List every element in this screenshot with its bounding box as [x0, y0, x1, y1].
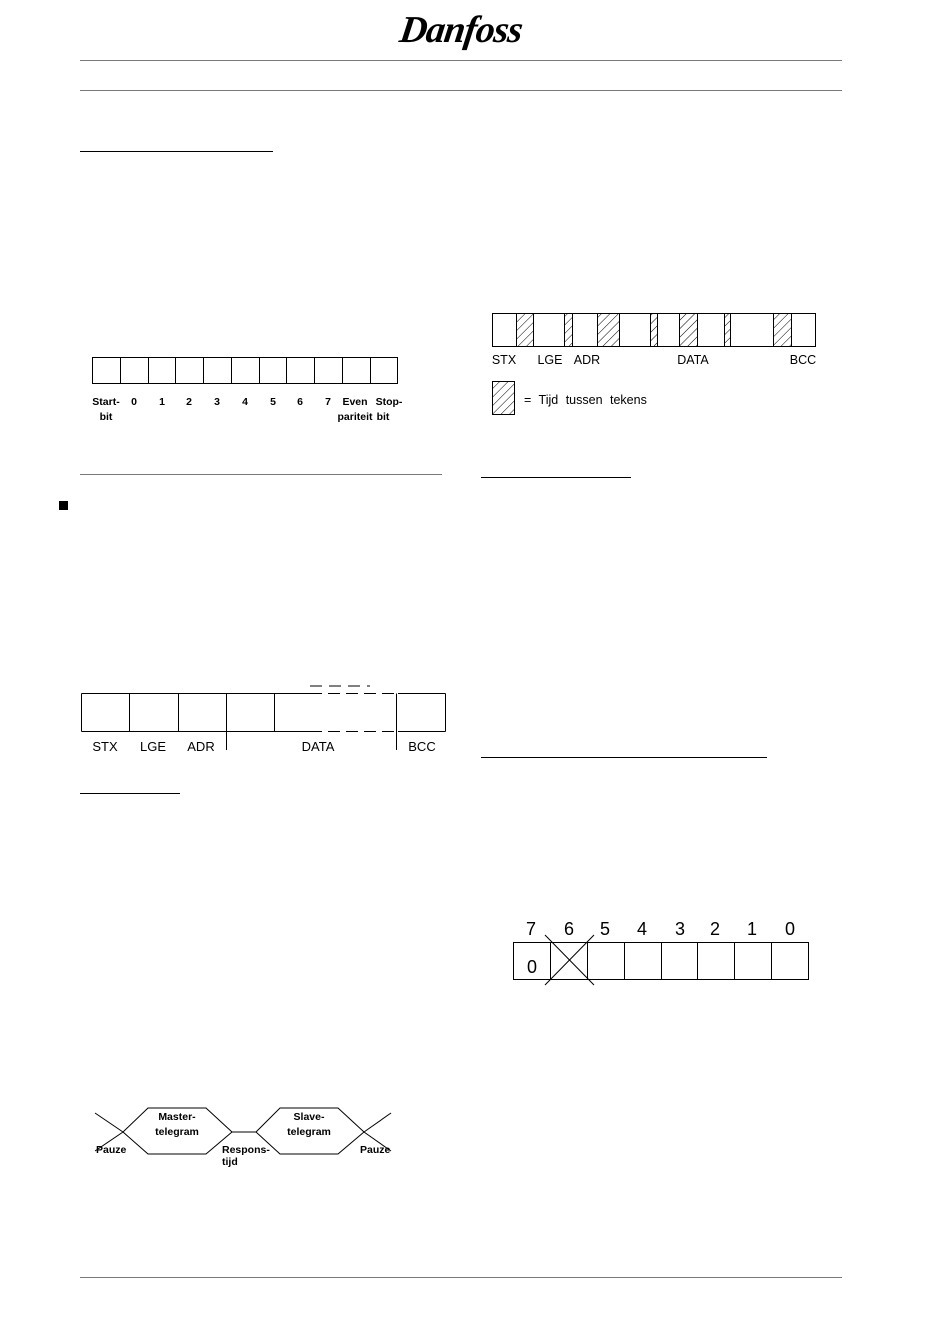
- section-bullet: [59, 501, 68, 510]
- bit-label-start: Start-: [92, 396, 120, 408]
- timing-label-data: DATA: [677, 353, 709, 367]
- bit-label-6: 6: [297, 396, 303, 408]
- frame-label-bcc: BCC: [408, 739, 436, 754]
- frame-label-data: DATA: [301, 739, 335, 754]
- bit-label-1: 1: [159, 396, 165, 408]
- response-time-line1: Respons-: [222, 1144, 270, 1156]
- frame-label-lge: LGE: [139, 739, 167, 754]
- byte-bit-3: 3: [674, 919, 686, 939]
- bit-label-even-line2: pariteit: [337, 411, 373, 423]
- frame-label-adr: ADR: [187, 739, 215, 754]
- byte-bit7-value: 0: [526, 957, 538, 977]
- pause-right-label: Pauze: [360, 1144, 391, 1156]
- timing-label-stx: STX: [491, 353, 517, 367]
- bit-label-4: 4: [242, 396, 248, 408]
- timing-label-lge: LGE: [537, 353, 563, 367]
- byte-bit-0: 0: [784, 919, 796, 939]
- header-rule-top: [80, 60, 842, 61]
- bit-label-start-line2: bit: [99, 411, 113, 423]
- danfoss-logo: Danfoss: [397, 9, 525, 51]
- character-format-diagram: [85, 350, 425, 430]
- header-rule-bottom: [80, 90, 842, 91]
- frame-label-stx: STX: [92, 739, 118, 754]
- response-time-line2: tijd: [222, 1156, 238, 1168]
- bit-label-0: 0: [131, 396, 137, 408]
- timing-legend-text: = Tijd tussen tekens: [524, 393, 647, 407]
- master-telegram-line1: Master-: [158, 1111, 196, 1123]
- section-heading-underline: [80, 151, 273, 152]
- right-subsection-underline-1: [481, 477, 631, 478]
- footer-rule: [80, 1277, 842, 1278]
- bit-label-3: 3: [214, 396, 220, 408]
- bit-label-2: 2: [186, 396, 192, 408]
- byte-bit-diagram: [508, 915, 818, 990]
- inter-character-timing-diagram: [488, 308, 824, 423]
- bit-label-7: 7: [325, 396, 331, 408]
- subsection-underline: [80, 793, 180, 794]
- byte-bit-6: 6: [563, 919, 575, 939]
- section-divider: [80, 474, 442, 475]
- byte-bit-5: 5: [599, 919, 611, 939]
- slave-telegram-line1: Slave-: [293, 1111, 325, 1123]
- timing-label-adr: ADR: [573, 353, 601, 367]
- byte-bit-7: 7: [525, 919, 537, 939]
- right-subsection-underline-2: [481, 757, 767, 758]
- telegram-frame-diagram: [78, 685, 450, 760]
- byte-bit-2: 2: [709, 919, 721, 939]
- master-telegram-line2: telegram: [155, 1126, 199, 1138]
- byte-bit-1: 1: [746, 919, 758, 939]
- bit-label-even: Even: [342, 396, 368, 408]
- bit-label-5: 5: [270, 396, 276, 408]
- pause-left-label: Pauze: [96, 1144, 127, 1156]
- telegram-sequence-diagram: [88, 1098, 408, 1178]
- slave-telegram-line2: telegram: [287, 1126, 331, 1138]
- byte-bit-4: 4: [636, 919, 648, 939]
- bit-label-stop-line2: bit: [376, 411, 390, 423]
- timing-label-bcc: BCC: [789, 353, 817, 367]
- bit-label-stop: Stop-: [375, 396, 403, 408]
